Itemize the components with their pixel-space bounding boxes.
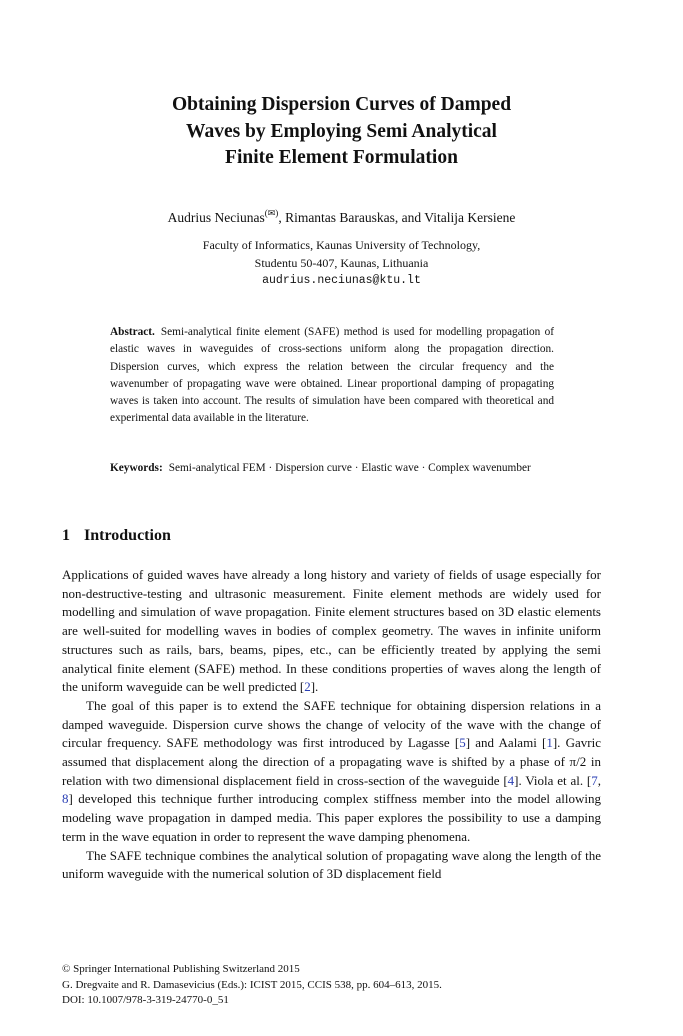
abstract xyxy=(110,324,554,428)
paragraph-3: The SAFE technique combines the analytical solution of propagating wave along the length of the uniform waveguide with the numerical solution of 3D displacement field xyxy=(62,847,601,882)
citation-link[interactable]: 5 xyxy=(459,735,466,751)
paragraph-2-text: ]. Viola et al. [ xyxy=(514,772,592,788)
paragraph-2-text: The goal of this paper is to extend the SAFE technique for obtaining dispersion relations in a damped waveguide. Dispersion curve shows the change of velocity of the wave with the change of circular frequency. SAFE methodology was first introduced by Lagasse [ xyxy=(62,697,601,751)
affiliation-line-2: Studentu 50-407, Kaunas, Lithuania xyxy=(254,255,429,270)
affiliation xyxy=(62,237,621,290)
citation-separator: , xyxy=(597,772,601,788)
title-line-2: Waves by Employing Semi Analytical xyxy=(186,120,497,142)
paragraph-1-text: Applications of guided waves have already a long history and variety of fields of usage especially for non-destructive-testing and ultrasonic measurement. Finite element methods are widely used for modelling and simulation of wave propagation. Finite element structures based on 3D elastic elements are well-suited for modelling waves in bodies of complex geometry. The waves in infinite uniform structures such as rails, bars, beams, pipes, etc., can be efficiently treated by applying the semi analytical finite element (SAFE) method. In these conditions properties of waves along the length of the uniform waveguide can be well predicted [ xyxy=(62,567,601,695)
paragraph-2-text: ] and Aalami [ xyxy=(465,735,547,751)
corresponding-mark: (✉) xyxy=(264,208,279,218)
paragraph-1-end: ]. xyxy=(310,679,319,695)
co-authors: , Rimantas Barauskas, and Vitalija Kersiene xyxy=(278,210,516,225)
abstract-text: Semi-analytical finite element (SAFE) method is used for modelling propagation of elastic waves in waveguides of cross-sections uniform along the propagation direction. Dispersion curves, which express the relation between the circular frequency and the wavenumber of propagating wave were obtained. Linear proportional damping of propagating waves is taken into account. The results of simulation have been compared with theoretical and experimental data available in the literature. xyxy=(110,326,554,425)
citation-link[interactable]: 4 xyxy=(507,772,515,788)
body-text xyxy=(62,566,601,884)
section-title: Introduction xyxy=(84,527,171,544)
author-email: audrius.neciunas@ktu.lt xyxy=(262,274,421,287)
copyright-footer xyxy=(62,962,621,1009)
citation-link[interactable]: 2 xyxy=(304,679,311,695)
title-line-1: Obtaining Dispersion Curves of Damped xyxy=(171,94,512,115)
affiliation-line-1: Faculty of Informatics, Kaunas University of Technology, xyxy=(202,238,481,252)
keywords xyxy=(110,460,554,477)
citation-link[interactable]: 8 xyxy=(62,791,69,807)
abstract-label: Abstract. xyxy=(110,326,155,338)
footer-copyright: © Springer International Publishing Switzerland 2015 xyxy=(62,963,300,975)
paragraph-1 xyxy=(62,566,601,697)
footer-doi: DOI: 10.1007/978-3-319-24770-0_51 xyxy=(62,994,229,1006)
keywords-text: Semi-analytical FEM · Dispersion curve · Elastic wave · Complex wavenumber xyxy=(168,462,531,474)
title-line-3: Finite Element Formulation xyxy=(225,147,458,168)
section-heading xyxy=(62,525,171,547)
citation-link[interactable]: 7 xyxy=(591,772,598,788)
corresponding-author: Audrius Neciunas xyxy=(167,210,265,225)
author-list xyxy=(62,204,621,227)
keywords-label: Keywords: xyxy=(110,462,163,474)
citation-link[interactable]: 1 xyxy=(546,735,553,751)
paper-title xyxy=(62,92,621,172)
paragraph-2-text: ] developed this technique further introducing complex stiffness member into the model allowing modeling wave propagation in damped media. This paper explores the possibility to use a damping term in the wave equation in order to represent the wave damping phenomena. xyxy=(62,791,601,844)
section-number: 1 xyxy=(62,527,70,544)
paragraph-2 xyxy=(62,697,601,847)
paragraph-2-text: ]. Gavric assumed that displacement along the direction of a propagating wave is shifted by a phase of π/2 in relation with two dimensional displacement field in cross-section of the waveguide [ xyxy=(62,735,601,788)
footer-proceedings: G. Dregvaite and R. Damasevicius (Eds.): ICIST 2015, CCIS 538, pp. 604–613, 2015. xyxy=(62,978,442,991)
